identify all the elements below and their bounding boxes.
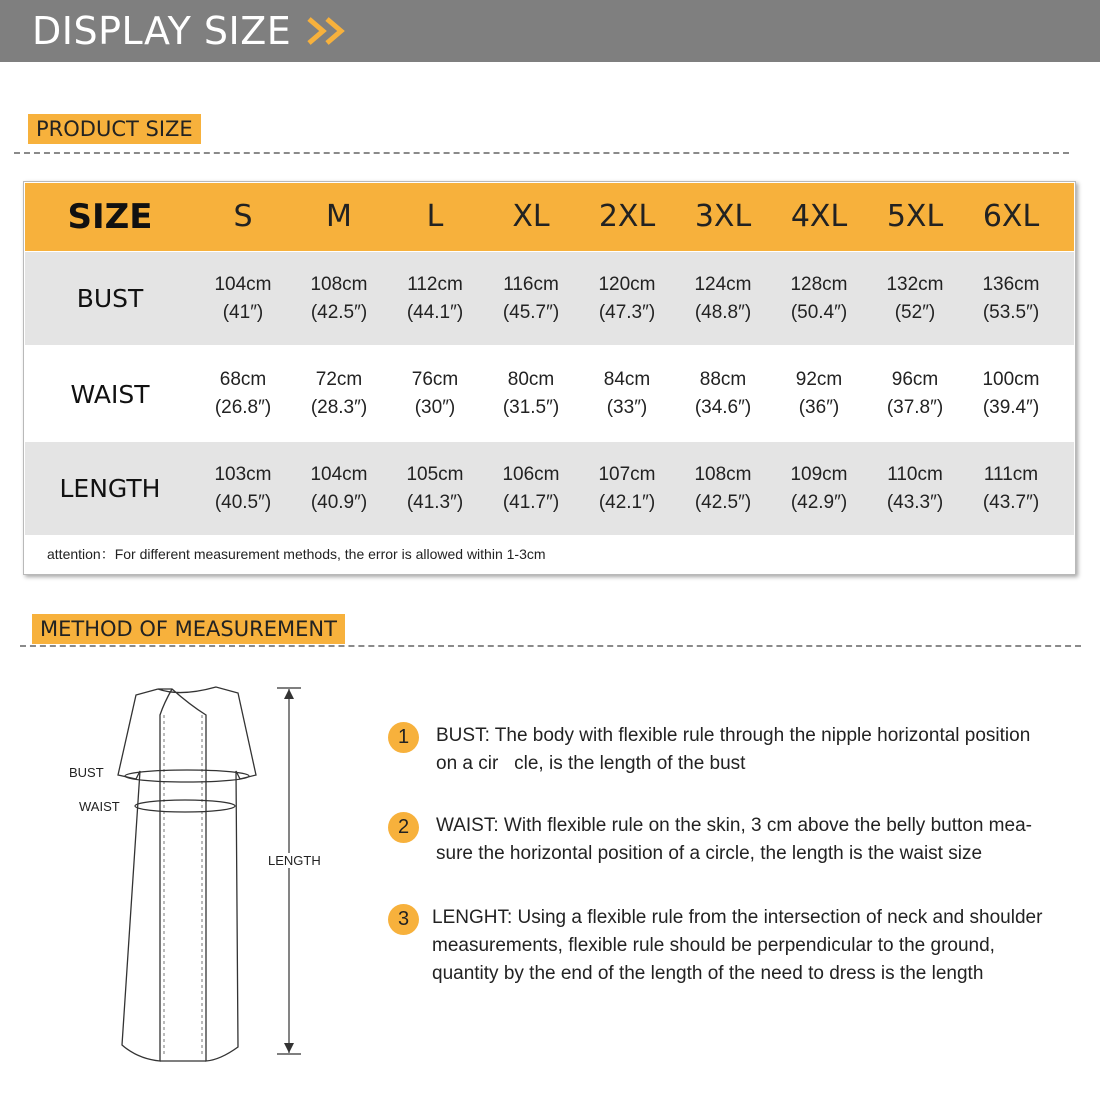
size-header-cell: L (426, 199, 444, 234)
table-cell (291, 271, 387, 327)
method-text (436, 812, 1032, 868)
cell-cm: 72cm (315, 369, 363, 390)
row-label-waist: WAIST (70, 379, 150, 409)
size-header-cell: 6XL (982, 199, 1040, 234)
step-number-badge: 1 (388, 722, 419, 753)
cell-inch: (26.8″) (214, 397, 272, 418)
method-line: LENGHT: Using a flexible rule from the intersection of neck and shoulder (432, 907, 1043, 928)
cell-inch: (39.4″) (982, 397, 1040, 418)
table-cell (867, 461, 963, 517)
table-cell (483, 271, 579, 327)
cell-cm: 96cm (891, 369, 939, 390)
size-header-row (25, 183, 1074, 251)
cell-cm: 132cm (886, 273, 944, 295)
table-cell (579, 461, 675, 517)
diagram-label-waist: WAIST (79, 799, 120, 814)
section-divider (20, 645, 1081, 647)
table-cell (387, 461, 483, 517)
method-label: METHOD OF MEASUREMENT (32, 614, 345, 644)
table-cell (771, 461, 867, 517)
cell-cm: 76cm (411, 369, 459, 390)
diagram-label-bust: BUST (69, 765, 104, 780)
method-item-length (388, 904, 1078, 988)
method-line: quantity by the end of the length of the need to dress is the length (432, 963, 984, 984)
table-cell (867, 366, 963, 422)
row-label-bust: BUST (76, 284, 144, 313)
row-label-length: LENGTH (59, 474, 161, 503)
cell-cm: 106cm (502, 463, 560, 485)
cell-cm: 124cm (694, 273, 752, 295)
table-cell (195, 461, 291, 517)
cell-cm: 80cm (507, 369, 555, 390)
size-header-cell: 3XL (694, 199, 752, 234)
cell-inch: (53.5″) (982, 301, 1040, 323)
cell-cm: 136cm (982, 273, 1040, 295)
double-chevron-right-icon (305, 14, 357, 48)
cell-inch: (42.9″) (790, 491, 848, 513)
cell-cm: 100cm (982, 369, 1040, 390)
cell-cm: 107cm (598, 463, 656, 485)
table-cell (195, 366, 291, 422)
cell-cm: 68cm (219, 369, 267, 390)
method-text (432, 904, 1042, 988)
cell-cm: 111cm (983, 463, 1039, 485)
cell-inch: (43.3″) (886, 491, 944, 513)
cell-cm: 108cm (310, 273, 368, 295)
cell-cm: 128cm (790, 273, 848, 295)
cell-inch: (41.3″) (406, 491, 464, 513)
cell-inch: (41″) (222, 301, 264, 323)
cell-inch: (43.7″) (982, 491, 1040, 513)
size-header-cell: XL (512, 199, 550, 234)
table-cell (483, 366, 579, 422)
cell-inch: (28.3″) (310, 397, 368, 418)
table-cell (579, 366, 675, 422)
cell-cm: 105cm (406, 463, 464, 485)
cell-inch: (36″) (798, 397, 840, 418)
cell-inch: (47.3″) (598, 301, 656, 323)
table-cell (483, 461, 579, 517)
table-row-bust (25, 252, 1074, 345)
cell-cm: 104cm (214, 273, 272, 295)
cell-cm: 109cm (790, 463, 848, 485)
table-row-waist (25, 348, 1074, 440)
size-header-cell: S (233, 199, 253, 234)
method-item-waist (388, 812, 1078, 868)
cell-cm: 110cm (887, 463, 943, 485)
table-row-length (25, 442, 1074, 535)
garment-diagram (60, 675, 360, 1075)
cell-inch: (40.5″) (214, 491, 272, 513)
table-cell (195, 271, 291, 327)
table-cell (675, 461, 771, 517)
header-bar (0, 0, 1100, 62)
attention-note-row (25, 537, 1074, 571)
waist-cells (195, 366, 1074, 422)
length-cells (195, 461, 1074, 517)
cell-inch: (33″) (606, 397, 648, 418)
size-header-cells (195, 199, 1074, 234)
table-cell (675, 366, 771, 422)
cell-inch: (42.1″) (598, 491, 656, 513)
table-cell (387, 366, 483, 422)
cell-inch: (48.8″) (694, 301, 752, 323)
attention-note: attention：For different measurement methods, the error is allowed within 1-3cm (47, 546, 546, 562)
cell-cm: 116cm (503, 273, 559, 295)
table-cell (291, 461, 387, 517)
cardigan-illustration (60, 675, 360, 1075)
table-cell (867, 271, 963, 327)
cell-inch: (37.8″) (886, 397, 944, 418)
table-cell (963, 366, 1059, 422)
cell-cm: 92cm (795, 369, 843, 390)
size-header-cell: 4XL (790, 199, 848, 234)
step-number-badge: 2 (388, 812, 419, 843)
cell-cm: 108cm (694, 463, 752, 485)
table-cell (963, 461, 1059, 517)
table-cell (291, 366, 387, 422)
cell-inch: (42.5″) (310, 301, 368, 323)
cell-inch: (44.1″) (406, 301, 464, 323)
cell-inch: (45.7″) (502, 301, 560, 323)
cell-inch: (50.4″) (790, 301, 848, 323)
size-header-cell: M (326, 199, 352, 234)
cell-inch: (52″) (894, 301, 936, 323)
diagram-label-length: LENGTH (268, 853, 321, 868)
size-header-cell: 2XL (598, 199, 656, 234)
method-line: sure the horizontal position of a circle, the length is the waist size (436, 843, 983, 864)
method-line: BUST: The body with flexible rule through the nipple horizontal position (436, 725, 1031, 746)
table-cell (771, 366, 867, 422)
table-cell (675, 271, 771, 327)
table-cell (579, 271, 675, 327)
size-header-label: SIZE (67, 197, 153, 237)
cell-cm: 84cm (603, 369, 651, 390)
cell-inch: (30″) (414, 397, 456, 418)
table-cell (387, 271, 483, 327)
method-line: on a cir cle, is the length of the bust (436, 753, 746, 774)
cell-cm: 104cm (310, 463, 368, 485)
step-number-badge: 3 (388, 904, 419, 935)
method-item-bust (388, 722, 1078, 778)
cell-inch: (40.9″) (310, 491, 368, 513)
method-line: measurements, flexible rule should be perpendicular to the ground, (432, 935, 995, 956)
cell-cm: 88cm (699, 369, 747, 390)
method-text (436, 722, 1030, 778)
cell-inch: (42.5″) (694, 491, 752, 513)
table-cell (963, 271, 1059, 327)
method-line: WAIST: With flexible rule on the skin, 3 cm above the belly button mea- (436, 815, 1032, 836)
size-table (23, 181, 1076, 575)
table-cell (771, 271, 867, 327)
product-size-label: PRODUCT SIZE (28, 114, 201, 144)
cell-cm: 112cm (407, 273, 463, 295)
cell-inch: (41.7″) (502, 491, 560, 513)
bust-cells (195, 271, 1074, 327)
cell-inch: (31.5″) (502, 397, 560, 418)
size-header-cell: 5XL (886, 199, 944, 234)
cell-cm: 120cm (598, 273, 656, 295)
cell-cm: 103cm (214, 463, 272, 485)
page-title: DISPLAY SIZE (32, 9, 292, 53)
cell-inch: (34.6″) (694, 397, 752, 418)
section-divider (14, 152, 1069, 154)
